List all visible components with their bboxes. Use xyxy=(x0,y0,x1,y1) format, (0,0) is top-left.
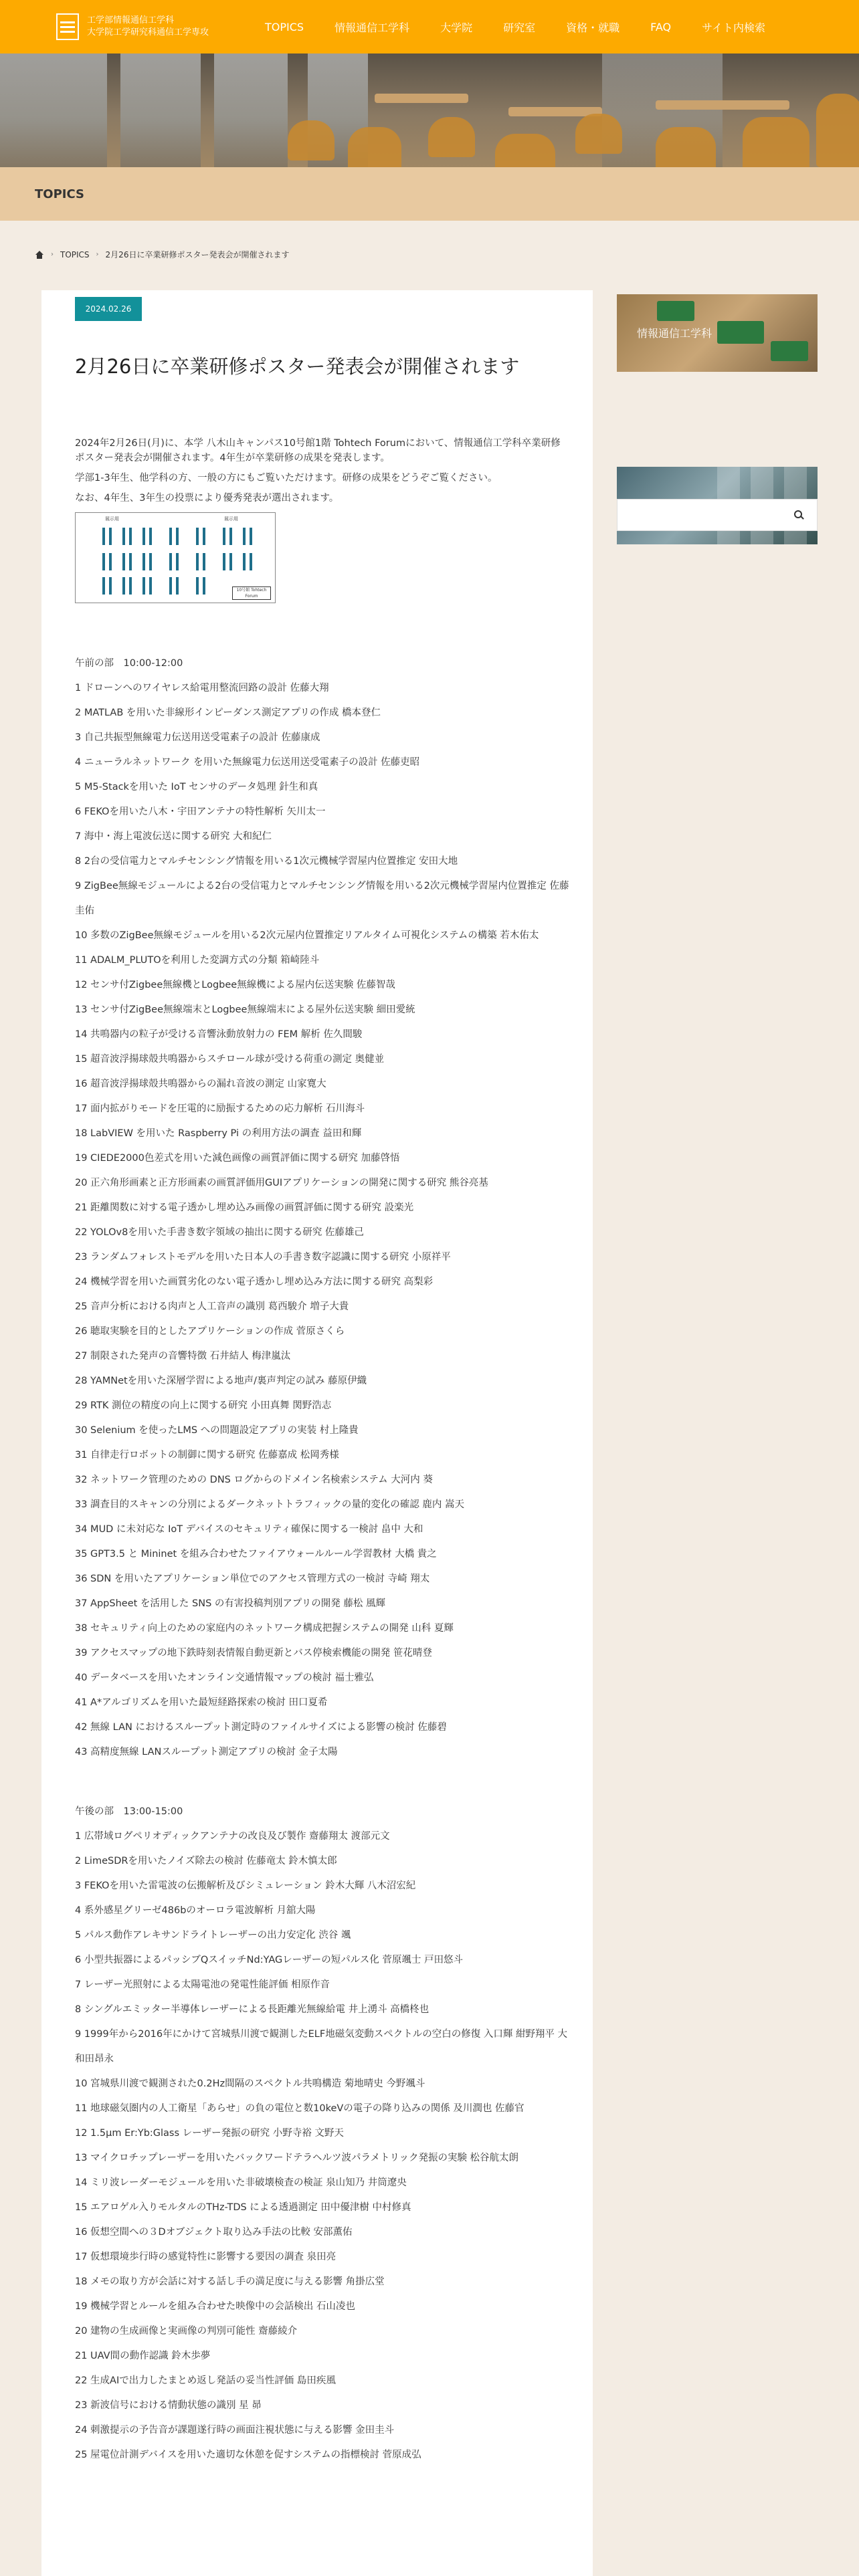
nav-topics[interactable]: TOPICS xyxy=(264,20,304,33)
afternoon-session-heading: 午後の部 13:00-15:00 xyxy=(75,1806,183,1817)
breadcrumb-separator: › xyxy=(51,251,54,258)
presentation-item: 3 自己共振型無線電力伝送用送受電素子の設計 佐藤康成 xyxy=(75,732,320,743)
nav-labs[interactable]: 研究室 xyxy=(503,21,536,34)
nav-graduate[interactable]: 大学院 xyxy=(440,21,473,34)
presentation-item: 5 M5-Stackを用いた IoT センサのデータ処理 針生和真 xyxy=(75,782,318,792)
sidebar-search-box xyxy=(617,499,818,531)
morning-presentation-list xyxy=(75,676,570,1765)
presentation-item: 19 CIEDE2000色差式を用いた減色画像の画質評価に関する研究 加藤啓悟 xyxy=(75,1153,400,1164)
presentation-item: 30 Selenium を使ったLMS への問題設定アプリの実装 村上隆貴 xyxy=(75,1425,359,1436)
presentation-item: 12 センサ付Zigbee無線機とLogbee無線機による屋内伝送実験 佐藤智哉 xyxy=(75,980,395,990)
presentation-item: 25 屋電位計測デバイスを用いた適切な休憩を促すシステムの指標検討 菅原成弘 xyxy=(75,2450,421,2460)
presentation-item: 22 生成AIで出力したまとめ返し発話の妥当性評価 島田疾風 xyxy=(75,2375,336,2386)
presentation-item: 37 AppSheet を活用した SNS の有害投稿判別アプリの開発 藤松 風輝 xyxy=(75,1598,386,1609)
post-date-badge: 2024.02.26 xyxy=(75,297,142,321)
presentation-item: 12 1.5μm Er:Yb:Glass レーザー発振の研究 小野寺裕 文野天 xyxy=(75,2128,344,2139)
presentation-item: 7 レーザー光照射による太陽電池の発電性能評価 相原作音 xyxy=(75,1979,330,1990)
presentation-item: 2 LimeSDRを用いたノイズ除去の検討 佐藤竜太 鈴木慎太郎 xyxy=(75,1856,337,1866)
presentation-item: 35 GPT3.5 と Mininet を組み合わせたファイアウォールルール学習教材 大橋 貴之 xyxy=(75,1549,437,1560)
presentation-item: 34 MUD に未対応な IoT デバイスのセキュリティ確保に関する一検討 畠中 大和 xyxy=(75,1524,423,1535)
intro-paragraph: 2024年2月26日(月)に、本学 八木山キャンパス10号館1階 Tohtech Forumにおいて、情報通信工学科卒業研修ポスター発表会が開催されます。4年生が卒業研修の成果を発表します。 xyxy=(75,438,561,463)
presentation-item: 38 セキュリティ向上のための家庭内のネットワーク構成把握システムの開発 山科 夏輝 xyxy=(75,1623,454,1634)
afternoon-presentation-list xyxy=(75,1824,570,2468)
diagram-label: 展示用 xyxy=(105,516,119,522)
page-heading: TOPICS xyxy=(35,187,84,201)
presentation-item: 16 超音波浮揚球殻共鳴器からの漏れ音波の測定 山家寛大 xyxy=(75,1079,326,1089)
post-body xyxy=(75,436,570,2468)
venue-layout-diagram[interactable] xyxy=(75,512,276,603)
presentation-item: 14 共鳴器内の粒子が受ける音響泳動放射力の FEM 解析 佐久間駿 xyxy=(75,1029,363,1040)
presentation-item: 18 LabVIEW を用いた Raspberry Pi の利用方法の調査 益田和輝 xyxy=(75,1128,362,1139)
presentation-item: 41 A*アルゴリズムを用いた最短経路探索の検討 田口夏希 xyxy=(75,1697,328,1708)
presentation-item: 24 機械学習を用いた画質劣化のない電子透かし埋め込み方法に関する研究 高梨彩 xyxy=(75,1277,434,1287)
sidebar-banner-department[interactable] xyxy=(617,294,818,372)
page-heading-band xyxy=(0,167,859,221)
diagram-venue-label: 10号館 Tohtech Forum xyxy=(232,586,271,600)
logo-line1: 工学部情報通信工学科 xyxy=(87,15,175,25)
presentation-item: 33 調査目的スキャンの分別によるダークネットトラフィックの量的変化の確認 鹿内 嵩天 xyxy=(75,1499,464,1510)
presentation-item: 3 FEKOを用いた雷電波の伝搬解析及びシミュレーション 鈴木大輝 八木沼宏紀 xyxy=(75,1881,416,1891)
diagram-label: 展示用 xyxy=(224,516,238,522)
main-nav xyxy=(265,0,765,53)
presentation-item: 31 自律走行ロボットの制御に関する研究 佐藤嘉成 松岡秀様 xyxy=(75,1450,339,1461)
nav-careers[interactable]: 資格・就職 xyxy=(566,21,620,34)
site-header xyxy=(0,0,859,53)
presentation-item: 2 MATLAB を用いた非線形インピーダンス測定アプリの作成 橋本登仁 xyxy=(75,708,381,718)
search-input[interactable] xyxy=(624,506,785,525)
site-logo[interactable] xyxy=(56,13,209,40)
nav-faq[interactable]: FAQ xyxy=(650,20,672,33)
logo-text xyxy=(87,15,209,39)
presentation-item: 11 地球磁気圏内の人工衛星「あらせ」の負の電位と数10keVの電子の降り込みの関係 及川潤也 佐藤官 xyxy=(75,2103,524,2114)
presentation-item: 18 メモの取り方が会話に対する話し手の満足度に与える影響 角掛広堂 xyxy=(75,2276,385,2287)
presentation-item: 14 ミリ波レーダーモジュールを用いた非破壊検査の検証 泉山知乃 井筒遼央 xyxy=(75,2177,407,2188)
presentation-item: 10 宮城県川渡で観測された0.2Hz間隔のスペクトル共鳴構造 菊地晴史 今野颯斗 xyxy=(75,2078,425,2089)
presentation-item: 1 広帯域ログペリオディックアンテナの改良及び製作 齋藤翔太 渡部元文 xyxy=(75,1831,390,1842)
article-card xyxy=(41,290,593,2576)
presentation-item: 6 小型共振器によるパッシブQスイッチNd:YAGレーザーの短パルス化 菅原颯士 戸田悠斗 xyxy=(75,1955,464,1965)
nav-department[interactable]: 情報通信工学科 xyxy=(335,21,410,34)
presentation-item: 11 ADALM_PLUTOを利用した変調方式の分類 箱崎陸斗 xyxy=(75,955,320,966)
presentation-item: 36 SDN を用いたアプリケーション単位でのアクセス管理方式の一検討 寺崎 翔太 xyxy=(75,1574,430,1584)
presentation-item: 15 エアロゲル入りモルタルのTHz-TDS による透過測定 田中優津樹 中村修真 xyxy=(75,2202,411,2213)
presentation-item: 6 FEKOを用いた八木・宇田アンテナの特性解析 矢川太一 xyxy=(75,807,326,817)
breadcrumb-current: 2月26日に卒業研修ポスター発表会が開催されます xyxy=(105,250,290,259)
presentation-item: 10 多数のZigBee無線モジュールを用いる2次元屋内位置推定リアルタイム可視化システムの構築 若木佑太 xyxy=(75,930,539,941)
presentation-item: 16 仮想空間への３Dオブジェクト取り込み手法の比較 安部薫佑 xyxy=(75,2227,353,2238)
presentation-item: 40 データベースを用いたオンライン交通情報マップの検討 福士雅弘 xyxy=(75,1673,374,1683)
presentation-item: 13 センサ付ZigBee無線端末とLogbee無線端末による屋外伝送実験 細田愛統 xyxy=(75,1004,415,1015)
presentation-item: 9 ZigBee無線モジュールによる2台の受信電力とマルチセンシング情報を用いる2次元機械学習屋内位置推定 佐藤圭佑 xyxy=(75,881,569,916)
presentation-item: 29 RTK 測位の精度の向上に関する研究 小田真舞 関野浩志 xyxy=(75,1400,332,1411)
presentation-item: 23 ランダムフォレストモデルを用いた日本人の手書き数字認識に関する研究 小原祥平 xyxy=(75,1252,451,1263)
presentation-item: 27 制限された発声の音響特徴 石井結人 梅津嵐汰 xyxy=(75,1351,291,1362)
presentation-item: 25 音声分析における肉声と人工音声の識別 葛西駿介 増子大貴 xyxy=(75,1301,349,1312)
breadcrumb-topics[interactable]: TOPICS xyxy=(60,249,90,259)
intro-paragraph: なお、4年生、3年生の投票により優秀発表が選出されます。 xyxy=(75,493,339,504)
presentation-item: 24 刺激提示の予告音が課題遂行時の画面注視状態に与える影響 金田圭斗 xyxy=(75,2425,395,2436)
presentation-item: 20 建物の生成画像と実画像の判別可能性 齋藤綾介 xyxy=(75,2326,298,2337)
presentation-item: 17 面内拡がりモードを圧電的に励振するための応力解析 石川海斗 xyxy=(75,1103,365,1114)
presentation-item: 26 聴取実験を目的としたアプリケーションの作成 菅原さくら xyxy=(75,1326,345,1337)
breadcrumb xyxy=(35,249,289,260)
presentation-item: 23 新波信号における情動状態の識別 星 昴 xyxy=(75,2400,262,2411)
presentation-item: 32 ネットワーク管理のための DNS ログからのドメイン名検索システム 大河内 葵 xyxy=(75,1475,433,1485)
breadcrumb-separator: › xyxy=(96,251,99,258)
post-title: 2月26日に卒業研修ポスター発表会が開催されます xyxy=(75,355,520,378)
logo-icon xyxy=(56,13,79,40)
presentation-item: 22 YOLOv8を用いた手書き数字領域の抽出に関する研究 佐藤雄己 xyxy=(75,1227,364,1238)
presentation-item: 39 アクセスマップの地下鉄時刻表情報自動更新とバス停検索機能の開発 笹花晴登 xyxy=(75,1648,432,1658)
sidebar-banner-label: 情報通信工学科 xyxy=(637,327,712,340)
search-icon[interactable] xyxy=(794,510,803,520)
presentation-item: 20 正六角形画素と正方形画素の画質評価用GUIアプリケーションの開発に関する研究 熊谷亮基 xyxy=(75,1178,488,1188)
presentation-item: 13 マイクロチップレーザーを用いたバックワードテラヘルツ波パラメトリック発振の実験 松谷航太朗 xyxy=(75,2153,519,2163)
presentation-item: 7 海中・海上電波伝送に関する研究 大和紀仁 xyxy=(75,831,272,842)
presentation-item: 8 シングルエミッター半導体レーザーによる長距離光無線給電 井上湧斗 高橋柊也 xyxy=(75,2004,430,2015)
nav-site-search[interactable]: サイト内検索 xyxy=(702,21,765,34)
logo-line2: 大学院工学研究科通信工学専攻 xyxy=(87,27,209,37)
home-icon[interactable] xyxy=(35,251,44,259)
intro-paragraph: 学部1-3年生、他学科の方、一般の方にもご覧いただけます。研修の成果をどうぞご覧ください。 xyxy=(75,473,498,484)
presentation-item: 8 2台の受信電力とマルチセンシング情報を用いる1次元機械学習屋内位置推定 安田大地 xyxy=(75,856,458,867)
presentation-item: 5 パルス動作アレキサンドライトレーザーの出力安定化 渋谷 颯 xyxy=(75,1930,351,1941)
presentation-item: 43 高精度無線 LANスループット測定アプリの検討 金子太陽 xyxy=(75,1747,338,1757)
presentation-item: 9 1999年から2016年にかけて宮城県川渡で観測したELF地磁気変動スペクトルの空白の修復 入口輝 紺野翔平 大和田昂永 xyxy=(75,2029,568,2064)
presentation-item: 4 ニューラルネットワーク を用いた無線電力伝送用送受電素子の設計 佐藤吏昭 xyxy=(75,757,420,768)
presentation-item: 19 機械学習とルールを組み合わせた映像中の会話検出 石山凌也 xyxy=(75,2301,355,2312)
presentation-item: 21 UAV間の動作認識 鈴木歩夢 xyxy=(75,2351,211,2361)
presentation-item: 42 無線 LAN におけるスループット測定時のファイルサイズによる影響の検討 佐藤碧 xyxy=(75,1722,447,1733)
presentation-item: 1 ドローンへのワイヤレス給電用整流回路の設計 佐藤大翔 xyxy=(75,683,329,693)
presentation-item: 15 超音波浮揚球殻共鳴器からスチロール球が受ける荷重の測定 奥健並 xyxy=(75,1054,385,1065)
presentation-item: 17 仮想環境歩行時の感覚特性に影響する要因の調査 泉田亮 xyxy=(75,2252,337,2262)
hero-image xyxy=(0,53,859,167)
presentation-item: 21 距離関数に対する電子透かし埋め込み画像の画質評価に関する研究 設楽光 xyxy=(75,1202,414,1213)
presentation-item: 28 YAMNetを用いた深層学習による地声/裏声判定の試み 藤原伊織 xyxy=(75,1376,367,1386)
presentation-item: 4 系外感星グリーゼ486bのオーロラ電波解析 月舘大陽 xyxy=(75,1905,316,1916)
morning-session-heading: 午前の部 10:00-12:00 xyxy=(75,658,183,669)
